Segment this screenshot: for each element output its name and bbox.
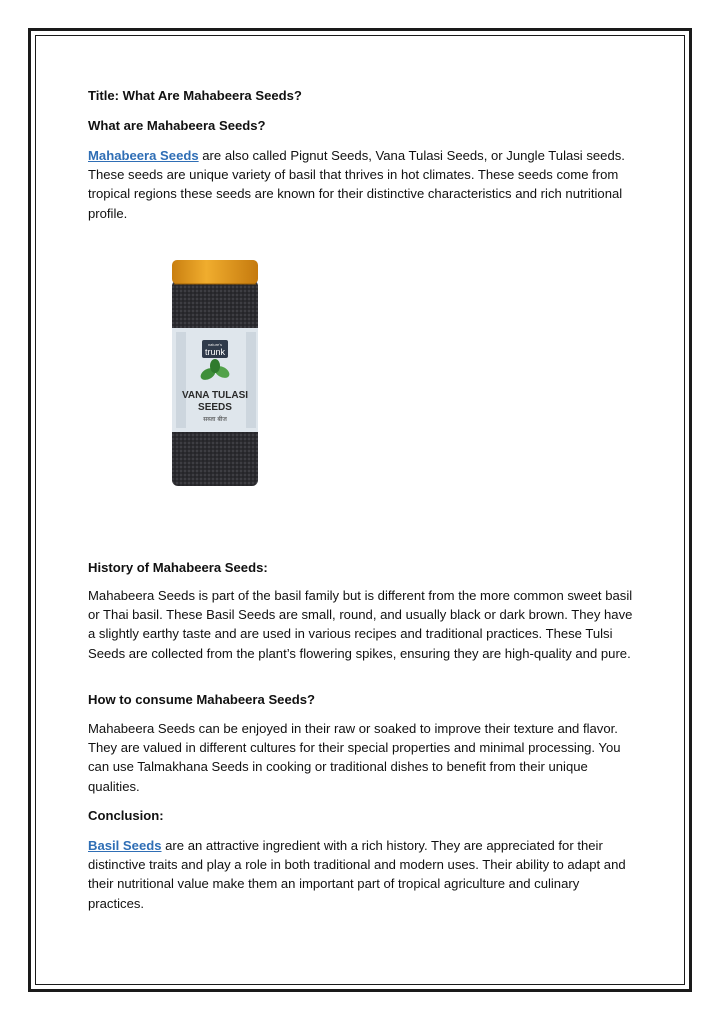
brand-name: trunk	[204, 347, 226, 357]
label-line1: VANA TULASI	[181, 390, 249, 401]
consume-paragraph: Mahabeera Seeds can be enjoyed in their raw or soaked to improve their texture and flavor. They are valued in different cultures for their special properties and minimal processing. You can use Talmakhana Seeds in cooking or traditional dishes to benefit from their unique qualities.	[88, 721, 621, 794]
section-heading-conclusion: Conclusion:	[88, 808, 164, 823]
conclusion-text: are an attractive ingredient with a rich history. They are appreciated for their distinctive traits and play a role in both traditional and modern uses. Their ability to adapt and their nutritional value make them an important part of tropical agriculture and culinary practices.	[88, 838, 626, 911]
label-line2: SEEDS	[198, 402, 232, 413]
product-image-vana-tulasi-jar	[168, 258, 262, 488]
section-heading-what-are: What are Mahabeera Seeds?	[88, 118, 266, 133]
history-paragraph: Mahabeera Seeds is part of the basil family but is different from the more common sweet basil or Thai basil. These Basil Seeds are small, round, and usually black or dark brown. They have a slightly earthy taste and are used in various recipes and traditional practices. These Tulsi Seeds are collected from the plant’s flowering spikes, ensuring they are high-quality and pure.	[88, 588, 633, 661]
section-heading-history: History of Mahabeera Seeds:	[88, 560, 268, 575]
intro-paragraph	[88, 146, 636, 223]
conclusion-paragraph	[88, 836, 636, 913]
intro-text: are also called Pignut Seeds, Vana Tulasi Seeds, or Jungle Tulasi seeds. These seeds are unique variety of basil that thrives in hot climates. These seeds come from tropical regions these seeds are known for their distinctive characteristics and rich nutritional profile.	[88, 148, 625, 221]
mahabeera-seeds-link[interactable]: Mahabeera Seeds	[88, 148, 199, 163]
section-heading-how-to-consume: How to consume Mahabeera Seeds?	[88, 692, 316, 707]
label-hindi: सब्जा बीज	[203, 416, 227, 423]
basil-seeds-link[interactable]: Basil Seeds	[88, 838, 162, 853]
jar-lid	[172, 260, 258, 284]
document-title: Title: What Are Mahabeera Seeds?	[88, 88, 302, 103]
jar-illustration	[168, 258, 262, 488]
brand-tagline: nature's	[207, 342, 223, 347]
